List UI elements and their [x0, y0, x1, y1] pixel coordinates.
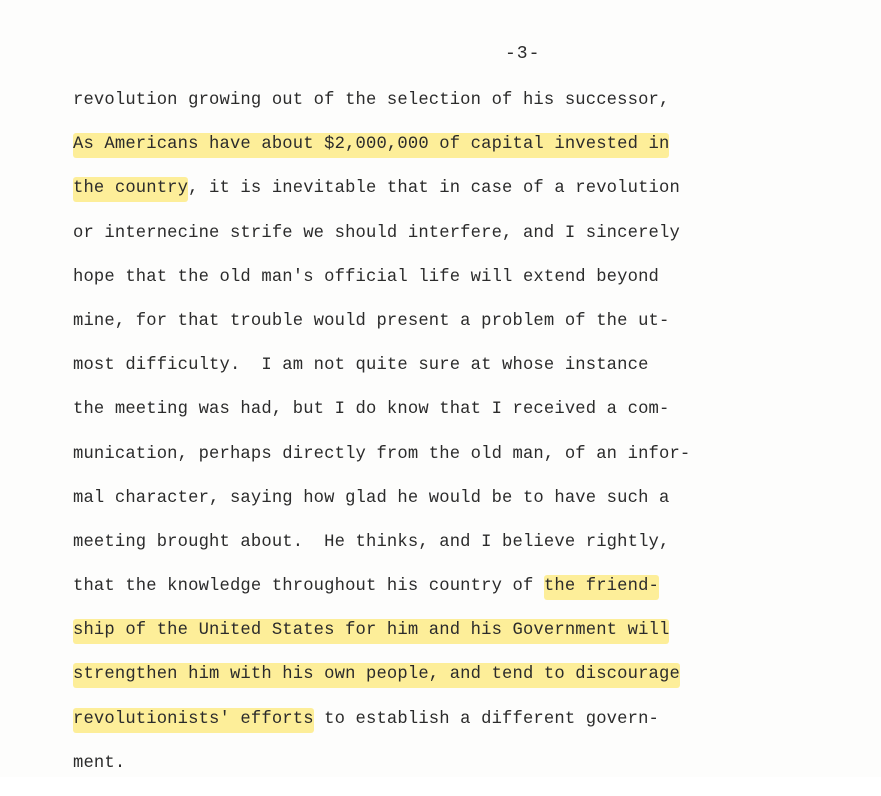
text-line — [73, 663, 690, 707]
text-line — [73, 89, 690, 133]
text-segment: hope that the old man's official life will extend beyond — [73, 267, 659, 287]
text-line — [73, 222, 690, 266]
text-segment: ment. — [73, 753, 126, 773]
text-segment: munication, perhaps directly from the old man, of an infor- — [73, 444, 691, 464]
text-line — [73, 177, 690, 221]
text-line — [73, 266, 690, 310]
highlighted-text: the country — [73, 177, 188, 202]
text-line — [73, 310, 690, 354]
text-line — [73, 708, 690, 752]
highlighted-text: ship of the United States for him and his Government will — [73, 619, 669, 644]
text-segment: mal character, saying how glad he would be to have such a — [73, 488, 670, 508]
text-line — [73, 531, 690, 575]
page-number: -3- — [505, 44, 541, 64]
highlighted-text: strengthen him with his own people, and tend to discourage — [73, 663, 680, 688]
text-segment: that the knowledge throughout his country of — [73, 577, 544, 597]
highlighted-text: the friend- — [544, 575, 659, 600]
text-segment: most difficulty. I am not quite sure at whose instance — [73, 356, 649, 376]
text-segment: revolution growing out of the selection of his successor, — [73, 91, 670, 110]
text-segment: , it is inevitable that in case of a revolution — [188, 179, 680, 199]
text-line — [73, 398, 690, 442]
text-line — [73, 487, 690, 531]
text-segment: or internecine strife we should interfere, and I sincerely — [73, 223, 680, 243]
text-segment: to establish a different govern- — [313, 709, 660, 729]
highlighted-text: revolutionists' efforts — [73, 708, 314, 733]
highlighted-text: As Americans have about $2,000,000 of capital invested in — [73, 133, 669, 158]
text-line — [73, 133, 690, 177]
text-line — [73, 443, 690, 487]
text-line — [73, 575, 690, 619]
text-line — [73, 354, 690, 398]
text-segment: meeting brought about. He thinks, and I believe rightly, — [73, 532, 670, 552]
text-segment: mine, for that trouble would present a problem of the ut- — [73, 311, 670, 331]
text-line — [73, 752, 690, 796]
text-line — [73, 619, 690, 663]
body-text — [73, 89, 690, 796]
text-segment: the meeting was had, but I do know that I received a com- — [73, 400, 670, 420]
